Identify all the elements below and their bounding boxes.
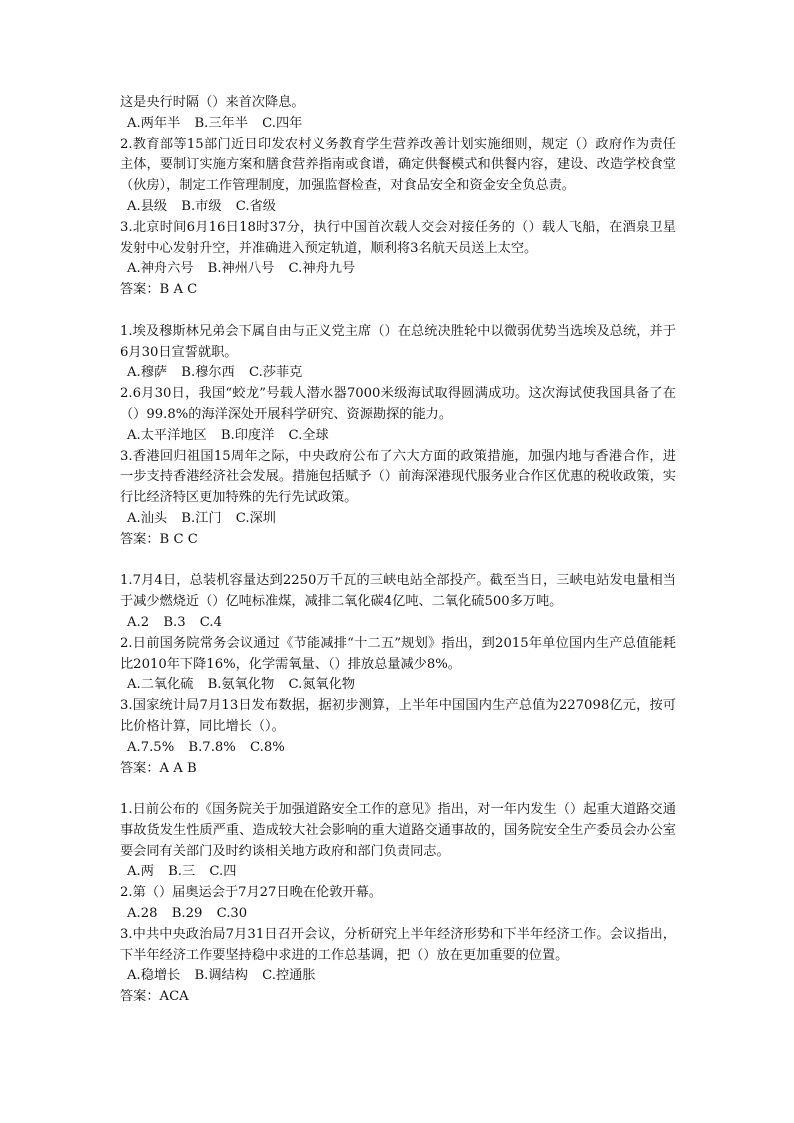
question-text: 1.7月4日，总装机容量达到2250万千瓦的三峡电站全部投产。截至当日，三峡电站发电量相当于减少燃烧近（）亿吨标准煤，减排二氧化碳4亿吨、二氧化硫500多万吨。 (120, 573, 676, 610)
options-row (120, 966, 676, 987)
question-text: 3.国家统计局7月13日发布数据，据初步测算，上半年中国国内生产总值为227098亿元，按可比价格计算，同比增长（）。 (120, 698, 676, 734)
options-row (120, 904, 676, 925)
option-c: C.控通胀 (262, 968, 316, 984)
option-b: B.调结构 (194, 968, 248, 984)
group-spacer (120, 551, 676, 572)
question-group (120, 322, 676, 551)
option-b: B.印度洋 (220, 427, 275, 443)
option-b: B.江门 (181, 510, 222, 526)
option-c: C.8% (250, 739, 285, 755)
question-group (120, 571, 676, 779)
answer-line: 答案：ACA (120, 989, 189, 1005)
option-c: C.4 (199, 614, 222, 630)
question-text: 1.埃及穆斯林兄弟会下属自由与正义党主席（）在总统决胜轮中以微弱优势当选埃及总统，并于6月30日宣誓就职。 (120, 323, 676, 360)
option-c: C.莎菲克 (248, 365, 303, 381)
question-text: 这是央行时隔（）来首次降息。 (120, 95, 305, 110)
question-text: 3.中共中央政治局7月31日召开会议，分析研究上半年经济形势和下半年经济工作。会议指出，下半年经济工作要坚持稳中求进的工作总基调，把（）放在更加重要的位置。 (120, 926, 676, 963)
option-a: A.两年半 (127, 115, 181, 131)
option-c: C.全球 (288, 427, 329, 443)
question-group (120, 135, 676, 301)
option-b: B.氨氧化物 (207, 677, 275, 693)
option-a: A.稳增长 (127, 968, 181, 984)
question-group (120, 800, 676, 1008)
answer-line: 答案：A A B (120, 760, 197, 776)
option-a: A.2 (127, 614, 150, 630)
option-b: B.7.8% (188, 739, 236, 755)
option-a: A.穆萨 (127, 365, 168, 381)
question-text: 2.日前国务院常务会议通过《节能减排“十二五”规划》指出，到2015年单位国内生产总值能耗比2010年下降16%，化学需氧量、（）排放总量减少8%。 (120, 635, 676, 672)
options-row (120, 197, 676, 218)
answer-line: 答案：B C C (120, 531, 198, 547)
options-row (120, 738, 676, 759)
option-a: A.县级 (127, 198, 168, 214)
options-row (120, 675, 676, 696)
options-row (120, 509, 676, 530)
option-b: B.29 (171, 906, 203, 922)
option-c: C.神舟九号 (288, 261, 356, 277)
question-text: 2.教育部等15部门近日印发农村义务教育学生营养改善计划实施细则，规定（）政府作为责任主体，要制订实施方案和膳食营养指南或食谱，确定供餐模式和供餐内容，建设、改造学校食堂（伙房），制定工作管理制度，加强监督检查，对食品安全和资金安全负总责。 (120, 136, 676, 194)
option-c: C.深圳 (235, 510, 276, 526)
option-b: B.市级 (181, 198, 222, 214)
group-spacer (120, 779, 676, 800)
group-spacer (120, 301, 676, 322)
option-c: C.四年 (262, 115, 303, 131)
option-c: C.四 (209, 864, 237, 880)
options-row (120, 259, 676, 280)
option-c: C.氮氧化物 (288, 677, 356, 693)
option-b: B.三年半 (194, 115, 248, 131)
options-row (120, 114, 676, 135)
options-row (120, 363, 676, 384)
option-a: A.二氧化硫 (127, 677, 194, 693)
option-c: C.30 (216, 906, 248, 922)
question-text: 2.6月30日，我国“蛟龙”号载人潜水器7000米级海试取得圆满成功。这次海试使我国具备了在（）99.8%的海洋深处开展科学研究、资源勘探的能力。 (120, 386, 676, 422)
answer-line: 答案：B A C (120, 282, 198, 298)
option-b: B.三 (168, 864, 196, 880)
option-b: B.穆尔西 (181, 365, 235, 381)
options-row (120, 613, 676, 634)
question-text: 3.香港回归祖国15周年之际，中央政府公布了六大方面的政策措施，加强内地与香港合作，进一步支持香港经济社会发展。措施包括赋予（）前海深港现代服务业合作区优惠的税收政策，实行比经济特区更加特殊的先行先试政策。 (120, 448, 676, 506)
option-a: A.两 (127, 864, 154, 880)
option-a: A.7.5% (127, 739, 175, 755)
options-row (120, 426, 676, 447)
document-body (120, 93, 676, 1008)
option-a: A.太平洋地区 (127, 427, 207, 443)
question-text: 3.北京时间6月16日18时37分，执行中国首次载人交会对接任务的（）载人飞船，在酒泉卫星发射中心发射升空，并准确进入预定轨道，顺利将3名航天员送上太空。 (120, 219, 676, 256)
question-text: 2.第（）届奥运会于7月27日晚在伦敦开幕。 (120, 885, 382, 901)
option-c: C.省级 (235, 198, 276, 214)
option-a: A.神舟六号 (127, 261, 194, 277)
option-b: B.神州八号 (207, 261, 275, 277)
option-a: A.28 (127, 906, 158, 922)
option-b: B.3 (163, 614, 186, 630)
options-row (120, 862, 676, 883)
question-text: 1.日前公布的《国务院关于加强道路安全工作的意见》指出，对一年内发生（）起重大道路交通事故货发生性质严重、造成较大社会影响的重大道路交通事故的，国务院安全生产委员会办公室要会同有关部门及时约谈相关地方政府和部门负责同志。 (120, 802, 676, 859)
option-a: A.汕头 (127, 510, 168, 526)
